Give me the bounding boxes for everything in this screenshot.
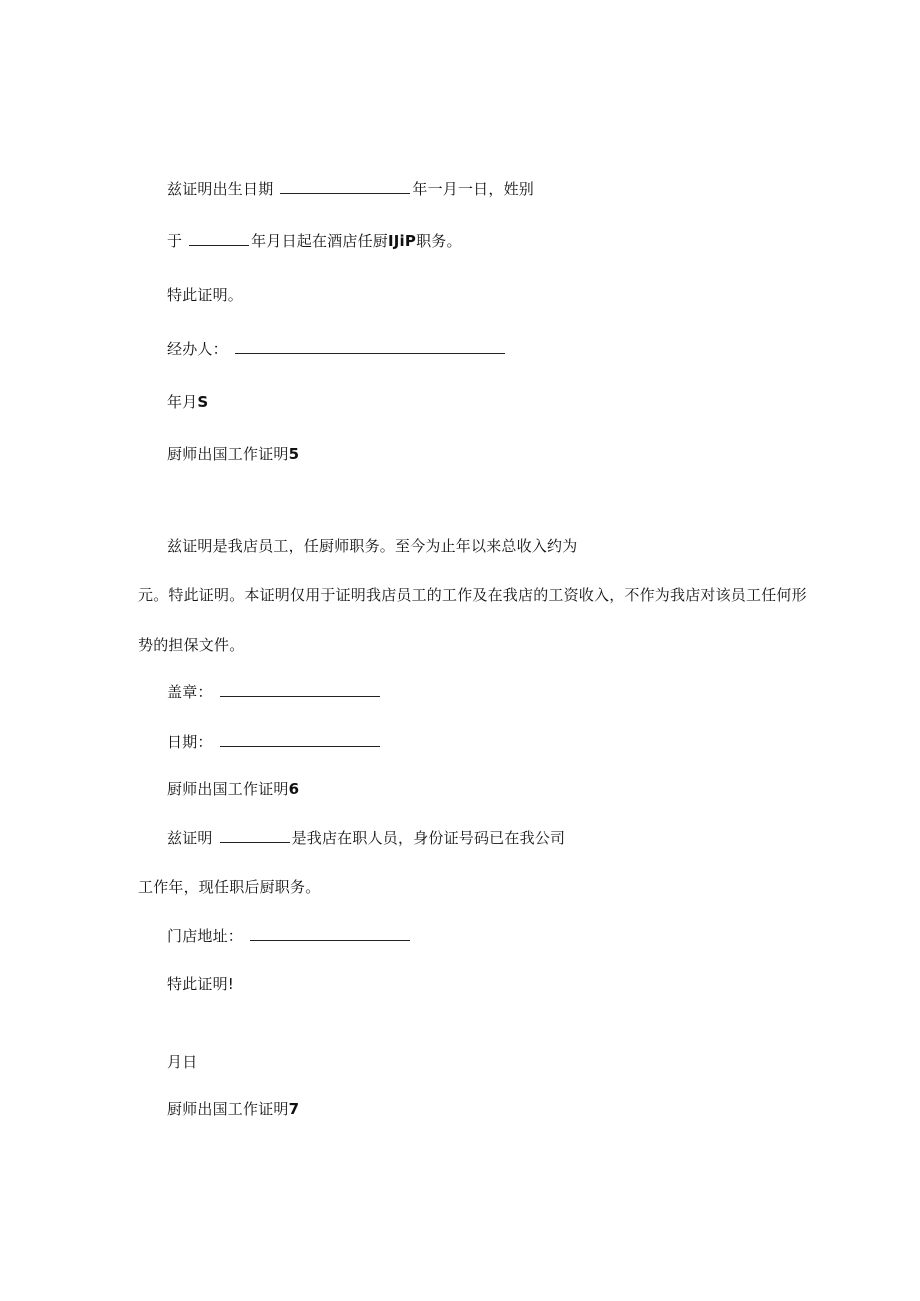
date-line: [167, 392, 208, 412]
section-heading-7-text: 厨师出国工作证明: [167, 1100, 289, 1118]
employee-name-blank[interactable]: [220, 828, 290, 843]
birthdate-suffix: 年一月一日，姓别: [412, 180, 534, 198]
start-date-prefix: 于: [167, 232, 183, 250]
guarantee-line: 势的担保文件。: [138, 636, 245, 654]
section-heading-6-number: 6: [288, 780, 300, 798]
birthdate-blank[interactable]: [280, 179, 410, 194]
employee-suffix: 是我店在职人员，身份证号码已在我公司: [291, 829, 566, 847]
store-address-blank[interactable]: [250, 926, 410, 941]
birthdate-label: 兹证明出生日期: [167, 180, 274, 198]
date-text: 年月: [167, 393, 198, 411]
work-years-line: 工作年，现任职后厨职务。: [138, 878, 321, 896]
handler-label: 经办人：: [167, 340, 228, 358]
employee-line: [167, 828, 565, 848]
income-line: 兹证明是我店员工，任厨师职务。至今为止年以来总收入约为: [167, 537, 578, 555]
certify-line: 特此证明。: [167, 286, 244, 304]
section-heading-5-number: 5: [288, 445, 300, 463]
section-heading-6-text: 厨师出国工作证明: [167, 780, 289, 798]
employee-prefix: 兹证明: [167, 829, 213, 847]
sign-date-line: [167, 732, 382, 752]
section-heading-7-number: 7: [288, 1100, 300, 1118]
sign-date-blank[interactable]: [220, 732, 380, 747]
seal-label: 盖章：: [167, 683, 213, 701]
seal-line: [167, 682, 382, 702]
date-suffix: S: [197, 393, 209, 411]
section-heading-7: [167, 1099, 299, 1119]
sign-date-label: 日期：: [167, 733, 213, 751]
section-heading-5: [167, 444, 299, 464]
store-address-label: 门店地址：: [167, 927, 244, 945]
section-heading-6: [167, 779, 299, 799]
position-code: IJiP: [387, 232, 417, 250]
seal-blank[interactable]: [220, 682, 380, 697]
start-date-tail: 职务。: [416, 232, 462, 250]
certify-line-2: 特此证明!: [167, 975, 235, 993]
month-day-line: 月日: [167, 1053, 198, 1071]
section-heading-5-text: 厨师出国工作证明: [167, 445, 289, 463]
start-year-blank[interactable]: [189, 231, 249, 246]
handler-line: [167, 339, 507, 359]
start-date-text: 年月日起在酒店任厨: [251, 232, 388, 250]
store-address-line: [167, 926, 412, 946]
handler-blank[interactable]: [235, 339, 505, 354]
income-purpose-line: 元。特此证明。本证明仅用于证明我店员工的工作及在我店的工资收入，不作为我店对该员工任何形: [138, 586, 807, 604]
start-date-line: [167, 231, 462, 251]
birthdate-line: [167, 179, 534, 199]
